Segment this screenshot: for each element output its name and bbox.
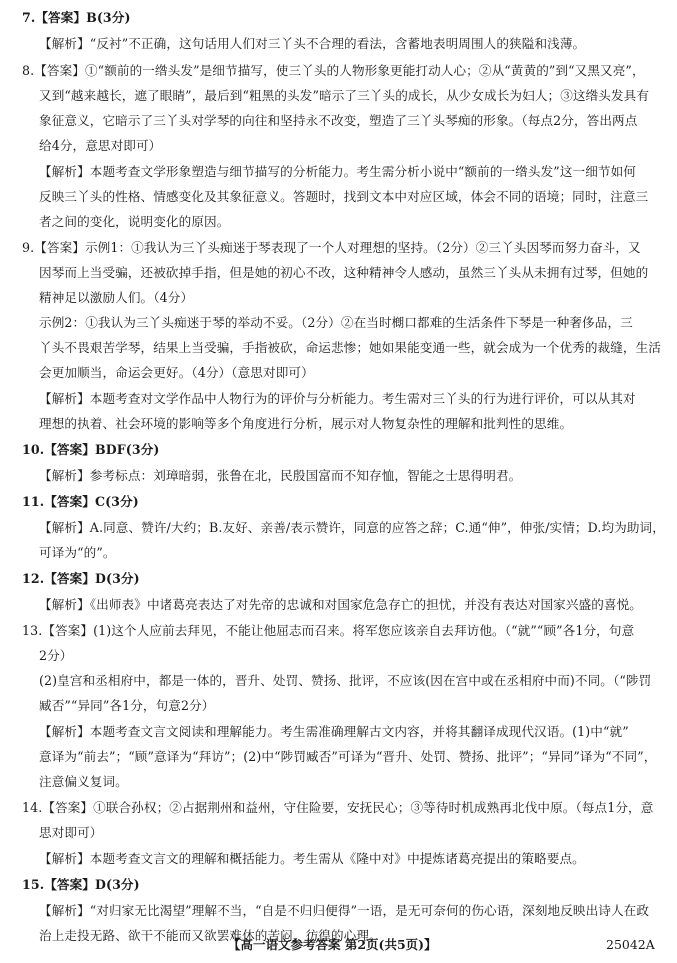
text-line: 治上走投无路、欲干不能而又欲罢难休的苦闷、彷徨的心理。	[39, 928, 382, 943]
page-footer	[0, 936, 677, 954]
text-line: 理想的执着、社会环境的影响等多个角度进行分析，展示对人物复杂性的理解和批判性的思维。	[39, 416, 573, 431]
text-line: (2)皇宫和丞相府中，都是一体的，晋升、处罚、赞扬、批评，不应该(因在宫中或在丞相府中而)不同。（“陟罚	[39, 673, 652, 688]
text-line: 又到“越来越长，遮了眼睛”，最后到“粗黑的头发”暗示了三丫头的成长，从少女成长为妇人；③这绺头发具有	[39, 88, 650, 103]
text-line: 7.【答案】B(3分)	[22, 10, 131, 25]
text-line: 注意偏义复词。	[39, 774, 128, 789]
text-line: 【解析】本题考查文言文的理解和概括能力。考生需从《隆中对》中提炼诸葛亮提出的策略要点。	[39, 851, 585, 866]
text-line: 思对即可）	[39, 825, 103, 840]
text-line: 臧否”“异同”各1分，句意2分）	[39, 698, 215, 713]
text-line: 意译为“前去”；“顾”意译为“拜访”；(2)中“陟罚臧否”可译为“晋升、处罚、赞扬、批评”；“异同”译为“不同”，	[39, 749, 657, 764]
text-line: 【解析】《出师表》中诸葛亮表达了对先帝的忠诚和对国家危急存亡的担忧，并没有表达对国家兴盛的喜悦。	[39, 597, 642, 612]
text-line: 【解析】“对归家无比渴望”理解不当，“自是不归归便得”一语，是无可奈何的伤心语，深刻地反映出诗人在政	[39, 903, 650, 918]
footer-code: 25042A	[606, 937, 655, 952]
text-line: 2分）	[39, 648, 73, 663]
text-line: 12.【答案】D(3分)	[22, 571, 140, 586]
text-line: 会更加顺当，命运会更好。（4分）（意思对即可）	[39, 365, 314, 380]
text-line: 【解析】A.同意、赞许/大约；B.友好、亲善/表示赞许，同意的应答之辞；C.通“伸”，伸张/实情；D.均为助词，	[39, 520, 665, 535]
text-line: 给4分，意思对即可）	[39, 138, 162, 153]
text-line: 可译为“的”。	[39, 545, 116, 560]
text-line: 13.【答案】(1)这个人应前去拜见，不能让他屈志而召来。将军您应该亲自去拜访他。（“就”“顾”各1分，句意	[22, 623, 635, 638]
text-line: 【解析】本题考查文言文阅读和理解能力。考生需准确理解古文内容，并将其翻译成现代汉语。(1)中“就”	[39, 724, 629, 739]
text-line: 9.【答案】示例1：①我认为三丫头痴迷于琴表现了一个人对理想的坚持。（2分）②三丫头因琴而努力奋斗，又	[22, 240, 641, 255]
text-line: 者之间的变化，说明变化的原因。	[39, 214, 230, 229]
text-line: 8.【答案】①“额前的一绺头发”是细节描写，使三丫头的人物形象更能打动人心；②从“黄黄的”到“又黑又亮”，	[22, 63, 645, 78]
text-line: 示例2：①我认为三丫头痴迷于琴的举动不妥。（2分）②在当时樃口都难的生活条件下琴是一种奢侈品，三	[39, 315, 633, 330]
text-line: 反映三丫头的性格、情感变化及其象征意义。答题时，找到文本中对应区域，体会不同的语境；同时，注意三	[39, 189, 649, 204]
text-line: 11.【答案】C(3分)	[22, 494, 139, 509]
text-line: 14.【答案】①联合孙权；②占据荆州和益州，守住险要，安抚民心；③等待时机成熟再北伐中原。（每点1分，意	[22, 800, 654, 815]
text-line: 象征意义，它暗示了三丫头对学琴的向往和坚持永不改变，塑造了三丫头琴痴的形象。（每点2分，答出两点	[39, 113, 638, 128]
text-line: 丫头不畏艰苦学琴，结果上当受骗，手指被砍，命运悲惨；她如果能变通一些，就会成为一个优秀的裁缝，生活	[39, 340, 661, 355]
footer-title: 【高一语文参考答案 第2页(共5页)】	[228, 937, 437, 952]
text-line: 【解析】本题考查对文学作品中人物行为的评价与分析能力。考生需对三丫头的行为进行评价，可以从其对	[39, 391, 636, 406]
text-line: 精神足以激励人们。（4分）	[39, 290, 194, 305]
text-line: 15.【答案】D(3分)	[22, 877, 140, 892]
text-line: 【解析】“反衬”不正确，这句话用人们对三丫头不合理的看法，含蓄地表明周围人的狭隘和浅薄。	[39, 36, 586, 51]
text-line: 10.【答案】BDF(3分)	[22, 442, 160, 457]
text-line: 【解析】本题考查文学形象塑造与细节描写的分析能力。考生需分析小说中“额前的一绺头发”这一细节如何	[39, 164, 636, 179]
text-line: 因琴而上当受骗，还被砍掉手指，但是她的初心不改，这种精神令人感动，虽然三丫头从未拥有过琴，但她的	[39, 265, 649, 280]
text-line: 【解析】参考标点：刘璋暗弱，张鲁在北，民殷国富而不知存恤，智能之士思得明君。	[39, 468, 522, 483]
